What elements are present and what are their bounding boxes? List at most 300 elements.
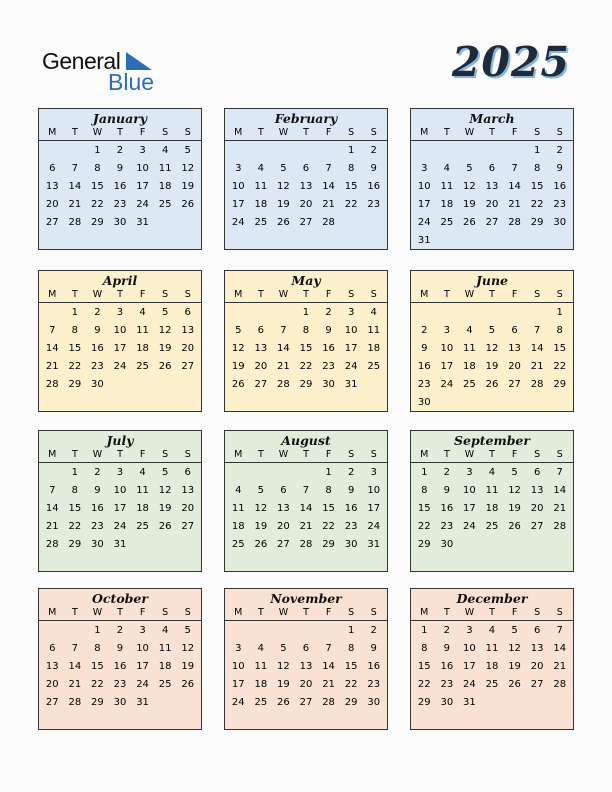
day-cell: 2 [370, 145, 377, 156]
empty-cell [481, 142, 504, 160]
day-cell: 8 [421, 485, 428, 496]
day-cell: 24 [136, 679, 149, 690]
weekday-label: S [162, 607, 169, 618]
day-cell: 2 [94, 467, 101, 478]
day-grid [225, 463, 387, 554]
day-cell: 10 [367, 485, 381, 496]
day-cell: 18 [485, 661, 499, 672]
day-cell: 21 [45, 361, 59, 372]
weekday-header [411, 607, 573, 621]
weekday-label: T [489, 449, 495, 460]
day-cell: 23 [322, 361, 335, 372]
day-cell: 15 [299, 343, 313, 354]
day-cell: 7 [71, 163, 79, 174]
day-cell: 4 [370, 307, 377, 318]
day-cell: 7 [71, 643, 79, 654]
empty-cell [227, 142, 250, 160]
day-cell: 25 [158, 199, 172, 210]
day-cell: 28 [553, 679, 567, 690]
day-cell: 23 [113, 199, 127, 210]
day-cell: 19 [508, 661, 521, 672]
day-cell: 27 [299, 697, 313, 708]
day-grid [39, 303, 201, 394]
weekday-label: W [464, 449, 475, 460]
day-cell: 13 [45, 661, 59, 672]
day-cell: 13 [508, 343, 521, 354]
day-cell: 26 [277, 697, 290, 708]
day-cell: 7 [556, 625, 563, 636]
day-cell: 11 [136, 485, 149, 496]
logo-word-general: General [42, 48, 121, 74]
day-cell: 16 [91, 343, 104, 354]
day-cell: 16 [344, 503, 358, 514]
day-cell: 27 [530, 521, 544, 532]
day-cell: 5 [184, 145, 191, 156]
weekday-label: W [278, 289, 289, 300]
day-cell: 26 [158, 521, 172, 532]
day-cell: 21 [299, 521, 313, 532]
day-cell: 20 [45, 679, 59, 690]
day-cell: 8 [94, 643, 101, 654]
month-may [224, 270, 388, 412]
month-february [224, 108, 388, 250]
day-cell: 11 [158, 163, 172, 174]
day-cell: 3 [235, 643, 242, 654]
day-cell: 23 [440, 679, 454, 690]
weekday-header [39, 607, 201, 621]
day-cell: 28 [45, 379, 59, 390]
weekday-label: W [92, 289, 103, 300]
weekday-label: S [534, 607, 541, 618]
day-cell: 5 [280, 643, 287, 654]
day-cell: 16 [417, 361, 431, 372]
day-cell: 25 [440, 217, 454, 228]
day-cell: 20 [530, 661, 544, 672]
day-cell: 1 [71, 307, 79, 318]
empty-cell [41, 622, 64, 640]
day-cell: 20 [45, 199, 59, 210]
day-cell: 9 [443, 485, 451, 496]
day-cell: 4 [488, 467, 496, 478]
weekday-label: F [139, 289, 146, 300]
day-cell: 27 [45, 697, 59, 708]
day-cell: 4 [235, 485, 242, 496]
day-cell: 26 [485, 379, 499, 390]
year-title: 2025 [451, 38, 570, 86]
day-cell: 13 [45, 181, 59, 192]
weekday-label: T [303, 607, 309, 618]
weekday-label: S [348, 607, 355, 618]
day-cell: 29 [417, 539, 431, 550]
empty-cell [272, 464, 295, 482]
day-cell: 8 [421, 643, 428, 654]
month-name: November [270, 591, 342, 606]
day-cell: 10 [113, 485, 127, 496]
weekday-label: T [71, 127, 78, 138]
day-cell: 1 [71, 467, 79, 478]
day-cell: 2 [94, 307, 101, 318]
empty-cell [250, 622, 273, 640]
day-cell: 1 [421, 625, 428, 636]
day-cell: 24 [231, 217, 245, 228]
weekday-label: T [117, 607, 123, 618]
day-cell: 16 [322, 343, 335, 354]
day-cell: 23 [367, 199, 381, 210]
day-cell: 14 [68, 661, 82, 672]
day-cell: 2 [443, 467, 451, 478]
weekday-label: M [420, 127, 429, 138]
weekday-label: S [162, 449, 169, 460]
day-cell: 18 [158, 181, 172, 192]
weekday-label: M [234, 449, 243, 460]
day-cell: 19 [181, 661, 195, 672]
day-cell: 13 [181, 325, 195, 336]
day-cell: 3 [466, 625, 473, 636]
day-cell: 15 [68, 503, 82, 514]
day-cell: 24 [417, 217, 431, 228]
day-cell: 30 [440, 539, 454, 550]
month-july [38, 430, 202, 572]
weekday-header [225, 289, 387, 303]
day-cell: 15 [344, 661, 358, 672]
month-name: December [456, 591, 528, 606]
day-cell: 8 [71, 325, 79, 336]
day-cell: 11 [440, 181, 454, 192]
day-cell: 19 [277, 199, 290, 210]
day-cell: 27 [277, 539, 290, 550]
day-cell: 7 [533, 325, 541, 336]
weekday-label: W [278, 127, 289, 138]
day-cell: 1 [94, 145, 101, 156]
weekday-label: T [117, 127, 123, 138]
weekday-label: M [48, 127, 57, 138]
day-cell: 21 [68, 679, 82, 690]
day-cell: 17 [231, 199, 245, 210]
day-cell: 8 [347, 643, 355, 654]
day-cell: 15 [344, 181, 358, 192]
day-cell: 2 [443, 625, 451, 636]
day-cell: 14 [508, 181, 521, 192]
day-cell: 16 [367, 181, 381, 192]
day-cell: 18 [231, 521, 245, 532]
day-cell: 16 [91, 503, 104, 514]
day-cell: 13 [254, 343, 268, 354]
month-november [224, 588, 388, 730]
day-cell: 31 [463, 697, 476, 708]
day-cell: 25 [463, 379, 476, 390]
day-grid [39, 141, 201, 232]
day-cell: 14 [277, 343, 290, 354]
day-cell: 16 [440, 661, 454, 672]
day-cell: 29 [344, 697, 358, 708]
empty-cell [295, 142, 318, 160]
day-cell: 25 [136, 521, 149, 532]
day-cell: 7 [511, 163, 518, 174]
weekday-label: M [420, 449, 429, 460]
day-cell: 26 [508, 679, 521, 690]
day-grid [225, 621, 387, 712]
weekday-label: S [556, 289, 563, 300]
day-cell: 21 [322, 199, 335, 210]
day-cell: 27 [181, 361, 195, 372]
month-name: July [106, 433, 134, 448]
day-cell: 21 [508, 199, 521, 210]
empty-cell [295, 622, 318, 640]
empty-cell [526, 304, 549, 322]
day-cell: 3 [116, 307, 124, 318]
weekday-label: S [184, 607, 191, 618]
day-cell: 10 [231, 181, 245, 192]
day-cell: 12 [254, 503, 268, 514]
day-cell: 14 [322, 661, 335, 672]
day-cell: 12 [231, 343, 245, 354]
weekday-label: T [117, 289, 123, 300]
day-cell: 17 [344, 343, 358, 354]
day-cell: 26 [254, 539, 268, 550]
day-cell: 9 [347, 485, 355, 496]
day-cell: 9 [443, 643, 451, 654]
weekday-label: M [420, 607, 429, 618]
day-grid [39, 463, 201, 554]
weekday-label: M [48, 289, 57, 300]
day-cell: 24 [344, 361, 358, 372]
day-cell: 24 [463, 521, 476, 532]
day-cell: 5 [466, 163, 473, 174]
day-cell: 22 [91, 679, 104, 690]
day-cell: 9 [325, 325, 332, 336]
day-cell: 15 [417, 661, 431, 672]
day-cell: 12 [485, 343, 499, 354]
day-cell: 21 [553, 503, 567, 514]
empty-cell [250, 464, 273, 482]
day-cell: 4 [257, 163, 265, 174]
day-cell: 13 [277, 503, 290, 514]
day-cell: 19 [485, 361, 499, 372]
day-cell: 5 [161, 467, 169, 478]
day-cell: 4 [139, 307, 146, 318]
day-cell: 30 [91, 539, 104, 550]
day-cell: 13 [485, 181, 499, 192]
weekday-label: T [257, 607, 264, 618]
day-cell: 6 [511, 325, 518, 336]
day-cell: 20 [254, 361, 268, 372]
day-cell: 27 [181, 521, 195, 532]
weekday-label: T [257, 449, 264, 460]
day-cell: 12 [508, 485, 521, 496]
weekday-label: S [534, 289, 541, 300]
day-cell: 7 [556, 467, 563, 478]
weekday-label: W [278, 449, 289, 460]
weekday-label: S [534, 127, 541, 138]
day-cell: 15 [530, 181, 544, 192]
day-cell: 6 [280, 485, 287, 496]
day-cell: 20 [181, 503, 195, 514]
day-cell: 19 [463, 199, 476, 210]
day-cell: 27 [299, 217, 313, 228]
day-cell: 18 [136, 343, 149, 354]
day-cell: 18 [440, 199, 454, 210]
empty-cell [481, 304, 504, 322]
day-cell: 30 [367, 697, 381, 708]
month-name: October [92, 591, 148, 606]
day-cell: 31 [367, 539, 381, 550]
logo-word-blue: Blue [108, 69, 155, 95]
day-cell: 16 [553, 181, 567, 192]
day-cell: 28 [45, 539, 59, 550]
day-cell: 2 [347, 467, 355, 478]
weekday-label: S [162, 127, 169, 138]
empty-cell [250, 304, 273, 322]
day-cell: 10 [344, 325, 358, 336]
day-cell: 6 [533, 467, 541, 478]
day-cell: 4 [161, 625, 169, 636]
day-cell: 2 [370, 625, 377, 636]
day-cell: 27 [254, 379, 268, 390]
month-name: August [281, 433, 331, 448]
day-cell: 31 [417, 235, 431, 246]
day-cell: 24 [367, 521, 381, 532]
day-cell: 24 [440, 379, 454, 390]
day-cell: 12 [181, 163, 195, 174]
month-name: March [469, 111, 515, 126]
month-september [410, 430, 574, 572]
weekday-label: T [489, 289, 495, 300]
weekday-label: M [420, 289, 429, 300]
day-cell: 28 [68, 217, 82, 228]
day-cell: 29 [530, 217, 544, 228]
day-cell: 17 [113, 343, 127, 354]
day-cell: 24 [463, 679, 476, 690]
empty-cell [413, 142, 436, 160]
day-cell: 17 [136, 181, 149, 192]
empty-cell [436, 142, 459, 160]
weekday-header [411, 127, 573, 141]
empty-cell [458, 142, 481, 160]
day-cell: 8 [325, 485, 332, 496]
day-cell: 6 [533, 625, 541, 636]
day-cell: 9 [116, 163, 124, 174]
weekday-label: F [139, 607, 146, 618]
day-cell: 4 [161, 145, 169, 156]
day-cell: 17 [113, 503, 127, 514]
weekday-label: W [92, 607, 103, 618]
day-cell: 20 [181, 343, 195, 354]
weekday-label: T [71, 289, 78, 300]
day-cell: 8 [347, 163, 355, 174]
day-cell: 6 [49, 163, 56, 174]
day-cell: 14 [530, 343, 544, 354]
day-cell: 6 [184, 307, 191, 318]
day-cell: 17 [417, 199, 431, 210]
day-cell: 14 [299, 503, 313, 514]
weekday-label: T [489, 607, 495, 618]
weekday-label: S [370, 449, 377, 460]
day-cell: 14 [45, 343, 59, 354]
day-cell: 30 [553, 217, 567, 228]
day-cell: 9 [116, 643, 124, 654]
day-cell: 3 [235, 163, 242, 174]
day-cell: 12 [463, 181, 476, 192]
day-cell: 24 [136, 199, 149, 210]
day-cell: 1 [325, 467, 332, 478]
day-cell: 10 [231, 661, 245, 672]
day-cell: 28 [277, 379, 290, 390]
day-cell: 11 [485, 485, 499, 496]
day-cell: 25 [485, 521, 499, 532]
day-cell: 16 [113, 661, 127, 672]
empty-cell [503, 142, 526, 160]
day-cell: 30 [417, 397, 431, 408]
month-august [224, 430, 388, 572]
weekday-label: S [556, 127, 563, 138]
day-cell: 2 [116, 145, 124, 156]
day-cell: 30 [344, 539, 358, 550]
day-cell: 5 [235, 325, 242, 336]
weekday-label: T [489, 127, 495, 138]
weekday-label: T [443, 127, 450, 138]
day-cell: 13 [299, 181, 313, 192]
day-cell: 20 [530, 503, 544, 514]
day-cell: 24 [113, 361, 127, 372]
empty-cell [458, 304, 481, 322]
weekday-label: S [162, 289, 169, 300]
empty-cell [227, 622, 250, 640]
day-cell: 1 [556, 307, 563, 318]
day-cell: 11 [136, 325, 149, 336]
day-grid [411, 463, 573, 554]
day-cell: 14 [553, 643, 567, 654]
day-cell: 27 [485, 217, 499, 228]
day-cell: 14 [68, 181, 82, 192]
day-cell: 3 [347, 307, 355, 318]
weekday-label: S [184, 449, 191, 460]
day-cell: 10 [136, 643, 149, 654]
day-cell: 26 [508, 521, 521, 532]
day-cell: 7 [49, 325, 56, 336]
day-cell: 29 [417, 697, 431, 708]
day-cell: 17 [463, 503, 476, 514]
weekday-label: T [117, 449, 123, 460]
day-cell: 25 [254, 697, 268, 708]
empty-cell [41, 142, 64, 160]
month-october [38, 588, 202, 730]
day-cell: 17 [231, 679, 245, 690]
weekday-label: M [48, 607, 57, 618]
weekday-label: F [511, 127, 518, 138]
day-cell: 15 [91, 181, 104, 192]
day-cell: 4 [488, 625, 496, 636]
weekday-label: W [278, 607, 289, 618]
day-cell: 18 [463, 361, 476, 372]
day-cell: 25 [254, 217, 268, 228]
weekday-label: T [71, 449, 78, 460]
day-cell: 28 [68, 697, 82, 708]
weekday-header [225, 449, 387, 463]
day-cell: 25 [136, 361, 149, 372]
weekday-label: T [71, 607, 78, 618]
day-cell: 22 [68, 521, 82, 532]
day-cell: 5 [257, 485, 265, 496]
weekday-header [39, 449, 201, 463]
logo [42, 48, 162, 96]
day-cell: 22 [344, 199, 358, 210]
day-cell: 5 [280, 163, 287, 174]
day-cell: 20 [299, 679, 313, 690]
day-cell: 1 [94, 625, 101, 636]
day-cell: 6 [49, 643, 56, 654]
day-cell: 14 [322, 181, 335, 192]
day-cell: 22 [322, 521, 335, 532]
